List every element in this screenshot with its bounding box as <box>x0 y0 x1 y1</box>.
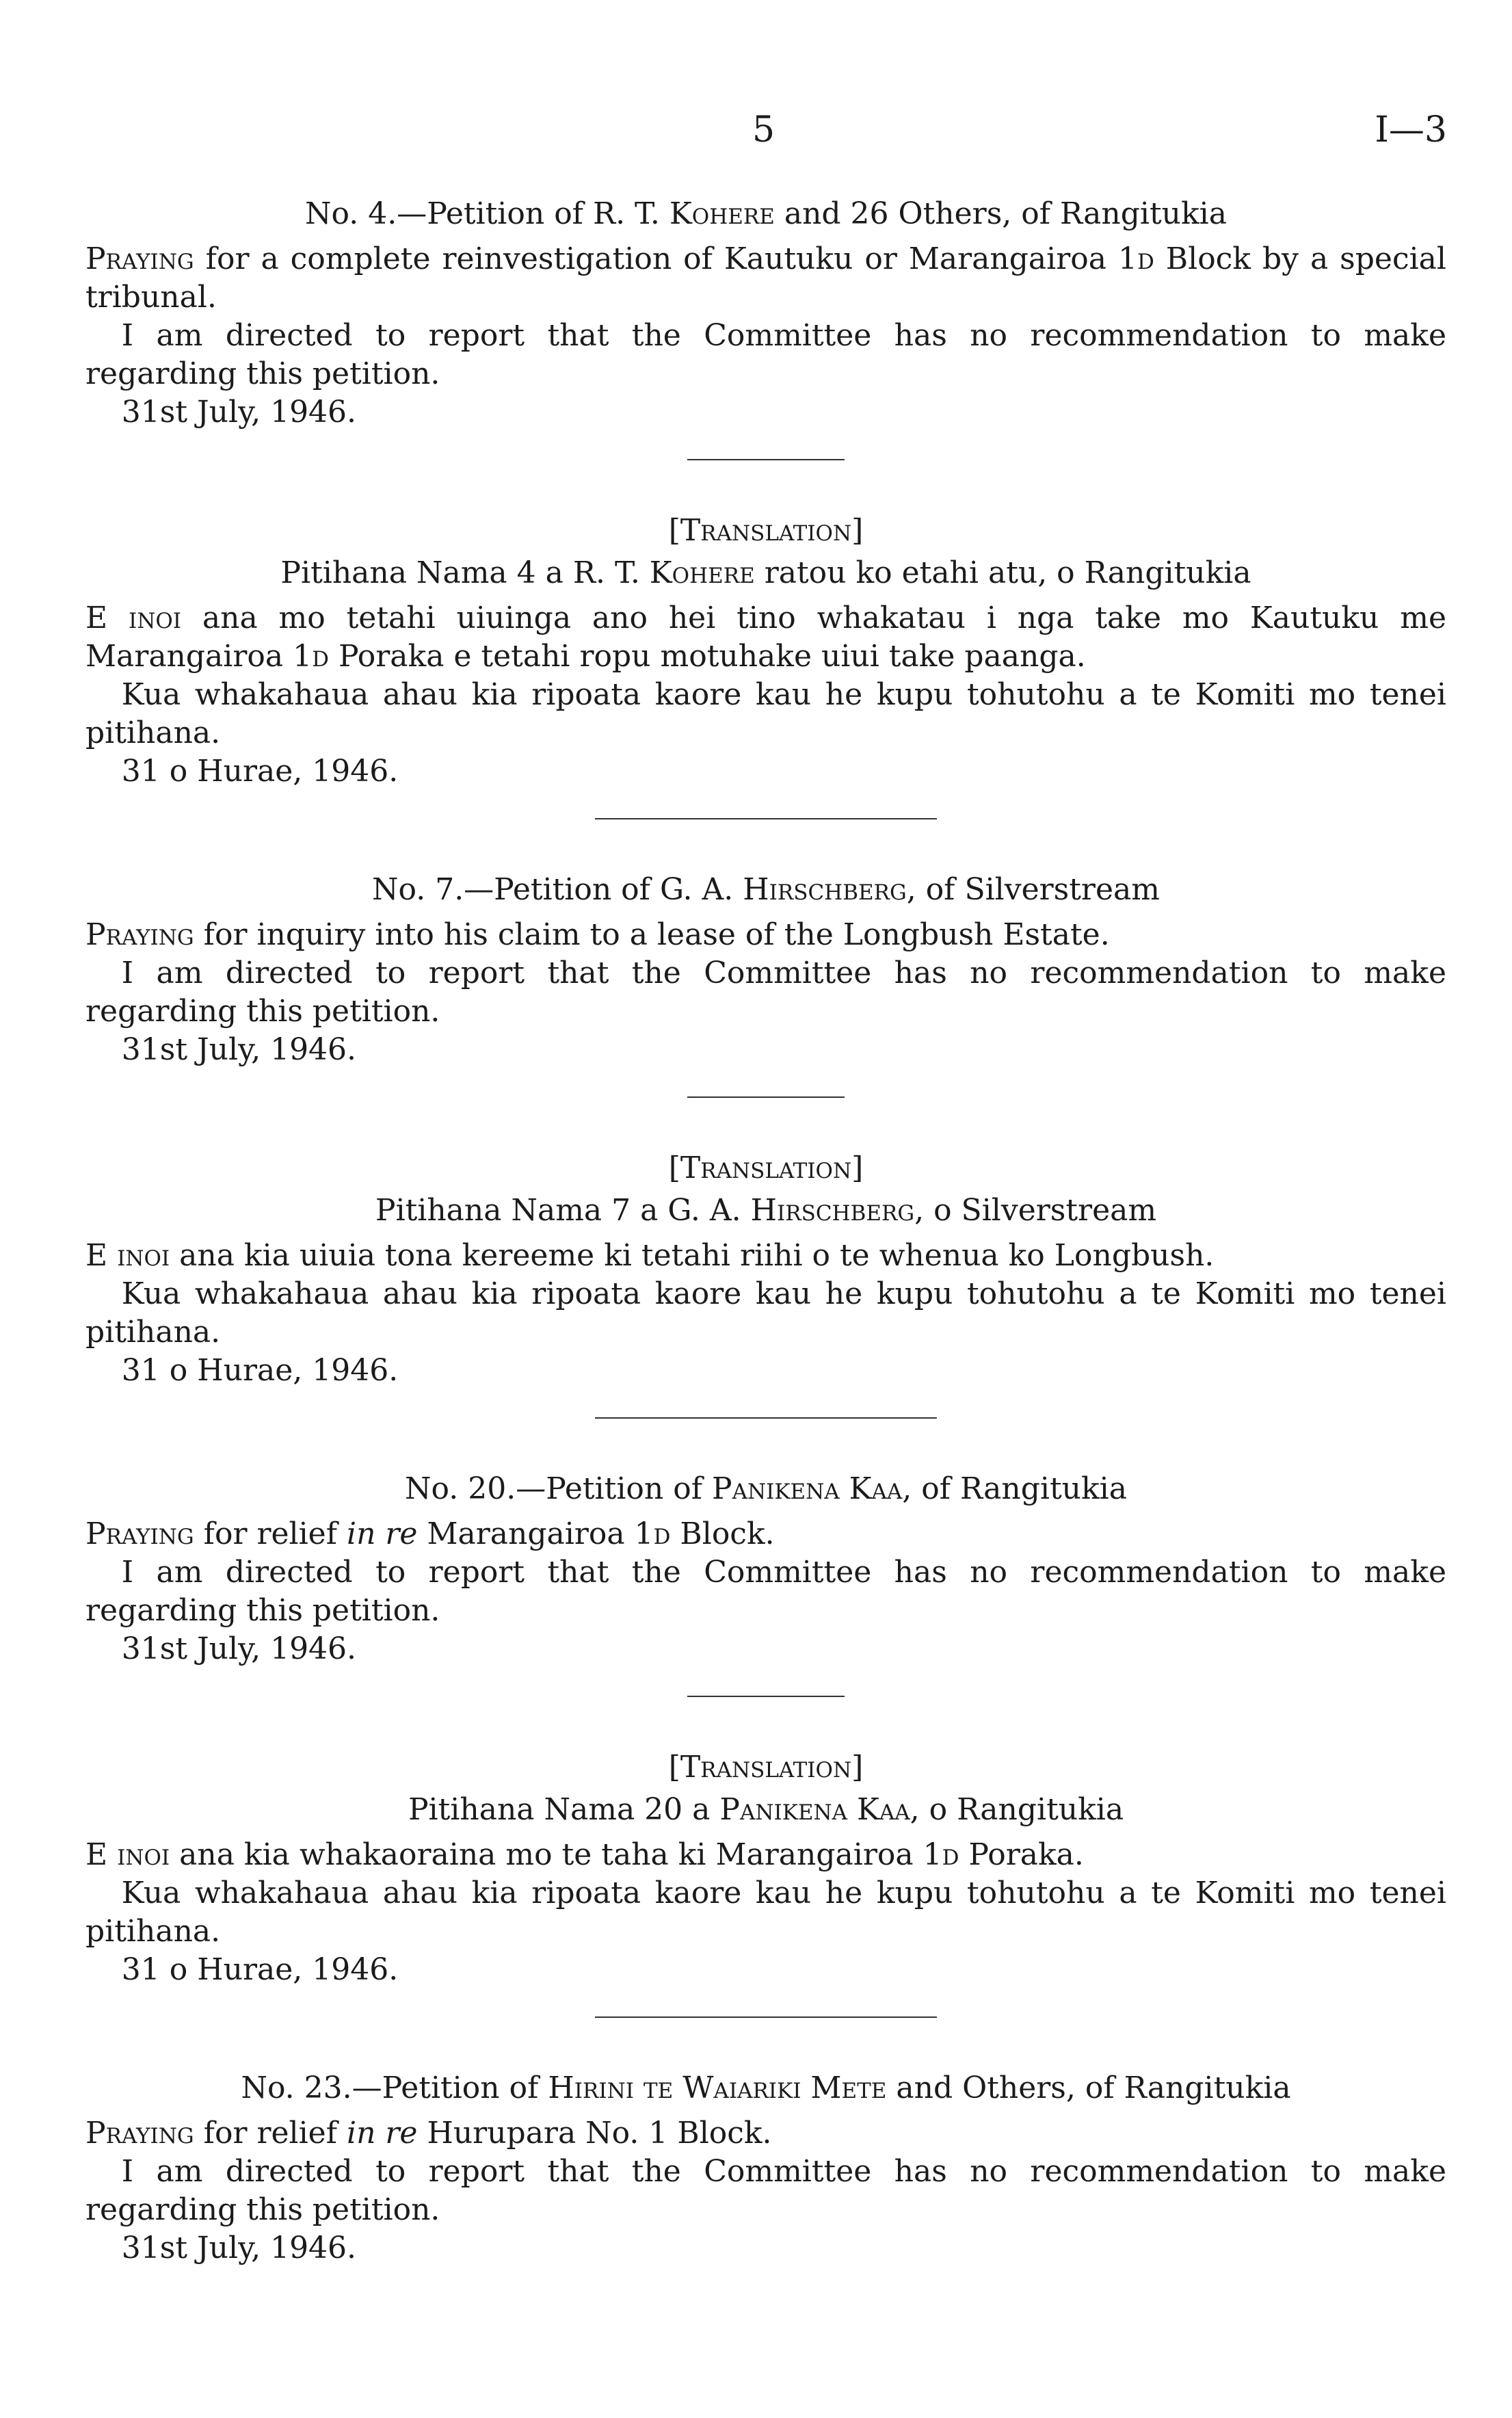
prayer-text: for relief <box>194 1516 347 1551</box>
block-suffix: d <box>653 1516 671 1551</box>
title-prefix: Pitihana Nama 7 a G. A. <box>375 1193 751 1228</box>
committee-report: I am directed to report that the Committee has no recommendation to make regarding this petition. <box>85 318 1446 391</box>
petitioner-name: Panikena Kaa <box>719 1792 910 1827</box>
petitioner-name: Hirschberg <box>743 872 907 907</box>
section-divider <box>687 459 845 460</box>
latin-phrase: in re <box>347 2116 418 2151</box>
report-date: 31 o Hurae, 1946. <box>121 1952 399 1987</box>
prayer-text: ana kia whakaoraina mo te taha ki Marangairoa 1 <box>170 1837 942 1872</box>
title-prefix: Pitihana Nama 20 a <box>408 1792 720 1827</box>
petition-title <box>85 554 1446 592</box>
latin-phrase: in re <box>347 1516 418 1551</box>
title-suffix: , of Silverstream <box>906 872 1160 907</box>
page-number: 5 <box>752 109 775 150</box>
lead-word: Praying <box>85 241 194 276</box>
title-suffix: , o Silverstream <box>914 1193 1157 1228</box>
section-divider <box>595 2016 937 2018</box>
lead-word: E inoi <box>85 1837 170 1872</box>
petitioner-name: Kohere <box>669 196 775 231</box>
committee-report: I am directed to report that the Committee has no recommendation to make regarding this petition. <box>85 1555 1446 1628</box>
petition-no-7 <box>85 871 1446 1069</box>
petition-no-4 <box>85 195 1446 432</box>
prayer-text-2: Hurupara No. 1 Block. <box>417 2116 772 2151</box>
prayer-end: Poraka e tetahi ropu motuhake uiui take paanga. <box>328 639 1086 674</box>
title-suffix: , of Rangitukia <box>902 1471 1127 1506</box>
petition-title <box>85 1470 1446 1508</box>
committee-report: Kua whakahaua ahau kia ripoata kaore kau he kupu tohutohu a te Komiti mo tenei pitihana. <box>85 1276 1446 1350</box>
prayer-text: ana kia uiuia tona kereeme ki tetahi riihi o te whenua ko Longbush. <box>170 1238 1215 1273</box>
petition-title <box>85 195 1446 233</box>
petition-prayer <box>85 1836 1446 1874</box>
petition-prayer <box>85 1237 1446 1275</box>
prayer-text: for relief <box>194 2116 347 2151</box>
petition-title <box>85 2069 1446 2107</box>
prayer-end: Poraka. <box>959 1837 1084 1872</box>
petition-no-20 <box>85 1470 1446 1668</box>
lead-word: Praying <box>85 2116 194 2151</box>
section-divider <box>687 1096 845 1098</box>
report-date: 31st July, 1946. <box>121 395 357 430</box>
translation-no-7 <box>85 1149 1446 1390</box>
section-divider <box>595 1417 937 1419</box>
lead-word: E inoi <box>85 1238 170 1273</box>
block-suffix: d <box>942 1837 959 1872</box>
prayer-text-2: Marangairoa 1 <box>417 1516 654 1551</box>
committee-report: Kua whakahaua ahau kia ripoata kaore kau he kupu tohutohu a te Komiti mo tenei pitihana. <box>85 1876 1446 1949</box>
page-header <box>0 109 1512 157</box>
report-date: 31st July, 1946. <box>121 1032 357 1067</box>
title-suffix: , o Rangitukia <box>910 1792 1124 1827</box>
title-suffix: and Others, of Rangitukia <box>886 2071 1291 2105</box>
prayer-text: for inquiry into his claim to a lease of the Longbush Estate. <box>194 917 1110 952</box>
committee-report: Kua whakahaua ahau kia ripoata kaore kau he kupu tohutohu a te Komiti mo tenei pitihana. <box>85 677 1446 750</box>
committee-report: I am directed to report that the Committee has no recommendation to make regarding this petition. <box>85 2154 1446 2227</box>
petition-title <box>85 871 1446 909</box>
prayer-end: Block. <box>670 1516 775 1551</box>
petition-prayer <box>85 916 1446 954</box>
title-prefix: No. 7.—Petition of G. A. <box>372 872 743 907</box>
document-reference: I—3 <box>1375 109 1447 150</box>
lead-word: Praying <box>85 917 194 952</box>
report-date: 31st July, 1946. <box>121 2231 357 2265</box>
petition-prayer <box>85 2114 1446 2153</box>
committee-report: I am directed to report that the Committee has no recommendation to make regarding this petition. <box>85 956 1446 1029</box>
title-suffix: and 26 Others, of Rangitukia <box>774 196 1227 231</box>
translation-label: [Translation] <box>668 513 864 548</box>
report-date: 31 o Hurae, 1946. <box>121 754 399 789</box>
document-body <box>85 195 1446 2268</box>
petitioner-name: Panikena Kaa <box>711 1471 903 1506</box>
title-prefix: No. 23.—Petition of <box>241 2071 548 2105</box>
lead-word: Praying <box>85 1516 194 1551</box>
section-divider <box>595 818 937 819</box>
prayer-text: for a complete reinvestigation of Kautuku or Marangairoa 1 <box>194 241 1137 276</box>
prayer-text: ana mo tetahi uiuinga ano hei tino whakatau i nga take mo Kautuku me Marangairoa 1 <box>85 601 1446 674</box>
prayer-end: Block by a special tribunal. <box>85 241 1446 315</box>
title-prefix: No. 4.—Petition of R. T. <box>305 196 669 231</box>
title-prefix: Pitihana Nama 4 a R. T. <box>280 555 650 590</box>
translation-no-20 <box>85 1748 1446 1989</box>
petition-prayer <box>85 240 1446 317</box>
lead-word: E inoi <box>85 601 182 635</box>
section-divider <box>687 1696 845 1697</box>
petition-prayer <box>85 1515 1446 1553</box>
petition-title <box>85 1791 1446 1829</box>
translation-label: [Translation] <box>668 1151 864 1185</box>
report-date: 31st July, 1946. <box>121 1631 357 1666</box>
title-prefix: No. 20.—Petition of <box>405 1471 712 1506</box>
block-suffix: d <box>312 639 329 674</box>
petition-no-23 <box>85 2069 1446 2268</box>
petitioner-name: Kohere <box>649 555 755 590</box>
block-suffix: d <box>1137 241 1154 276</box>
petition-title <box>85 1192 1446 1230</box>
petitioner-name: Hirini te Waiariki Mete <box>548 2071 887 2105</box>
title-suffix: ratou ko etahi atu, o Rangitukia <box>754 555 1251 590</box>
petitioner-name: Hirschberg <box>750 1193 915 1228</box>
translation-label: [Translation] <box>668 1750 864 1785</box>
petition-prayer <box>85 599 1446 676</box>
translation-no-4 <box>85 512 1446 791</box>
report-date: 31 o Hurae, 1946. <box>121 1353 399 1388</box>
